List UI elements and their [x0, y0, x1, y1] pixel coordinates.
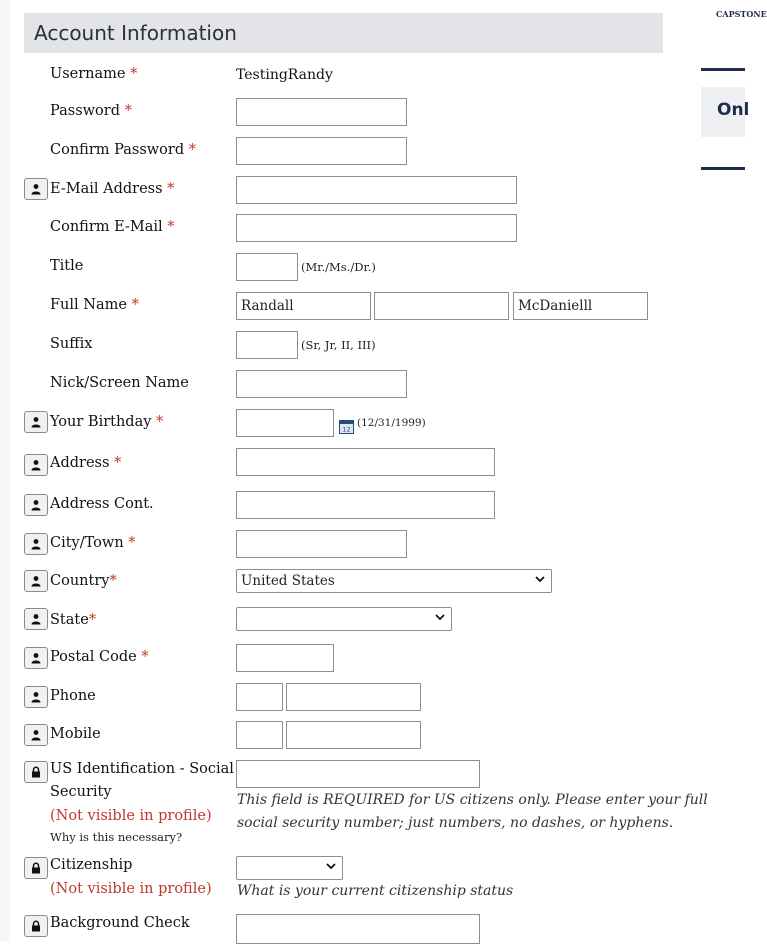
privacy-toggle-country[interactable]: [24, 570, 48, 592]
privacy-lock-background[interactable]: [24, 915, 48, 937]
city-label: City/Town *: [50, 535, 136, 551]
city-input[interactable]: [236, 530, 407, 558]
suffix-hint: (Sr, Jr, II, III): [301, 338, 376, 352]
lock-icon: [30, 862, 42, 874]
citizenship-label: Citizenship: [50, 857, 133, 873]
citizenship-private-note: (Not visible in profile): [50, 881, 212, 897]
privacy-lock-ssn[interactable]: [24, 761, 48, 783]
ssn-why-link[interactable]: Why is this necessary?: [50, 830, 183, 844]
birthday-hint: (12/31/1999): [357, 417, 426, 429]
chevron-down-icon: [326, 861, 336, 871]
side-divider-bottom: [701, 167, 745, 170]
privacy-toggle-birthday[interactable]: [24, 411, 48, 433]
logo-text: CAPSTONE: [716, 9, 767, 19]
phone-number-input[interactable]: [286, 683, 421, 711]
privacy-toggle-mobile[interactable]: [24, 724, 48, 746]
last-name-input[interactable]: [513, 292, 648, 320]
state-select[interactable]: [236, 607, 452, 631]
privacy-toggle-city[interactable]: [24, 533, 48, 555]
privacy-toggle-email[interactable]: [24, 178, 48, 200]
privacy-toggle-address2[interactable]: [24, 494, 48, 516]
chevron-down-icon: [535, 574, 545, 584]
birthday-input[interactable]: [236, 409, 334, 437]
country-selected-value: United States: [241, 573, 335, 589]
country-label: Country*: [50, 573, 117, 589]
full-name-label: Full Name *: [50, 297, 139, 313]
suffix-input[interactable]: [236, 331, 298, 359]
lock-icon: [30, 920, 42, 932]
ssn-help-line1: This field is REQUIRED for US citizens only. Please enter your full: [237, 792, 708, 808]
person-icon: [30, 538, 42, 550]
chevron-down-icon: [435, 612, 445, 622]
person-icon: [30, 729, 42, 741]
ssn-input[interactable]: [236, 760, 480, 788]
person-icon: [30, 691, 42, 703]
section-title: Account Information: [34, 21, 237, 45]
state-label: State*: [50, 612, 97, 628]
password-label: Password *: [50, 103, 132, 119]
privacy-lock-citizenship[interactable]: [24, 857, 48, 879]
ssn-label-line1: US Identification - Social: [50, 761, 234, 777]
citizenship-select[interactable]: [236, 856, 343, 880]
privacy-toggle-postal[interactable]: [24, 647, 48, 669]
address2-label: Address Cont.: [50, 496, 154, 512]
ssn-label-line2: Security: [50, 784, 112, 800]
address2-input[interactable]: [236, 491, 495, 519]
background-check-input[interactable]: [236, 914, 480, 944]
email-label: E-Mail Address *: [50, 181, 175, 197]
privacy-toggle-address[interactable]: [24, 454, 48, 476]
username-value: TestingRandy: [236, 67, 333, 83]
svg-text:12: 12: [342, 425, 351, 434]
suffix-label: Suffix: [50, 336, 93, 352]
side-divider-top: [701, 68, 745, 71]
person-icon: [30, 459, 42, 471]
title-input[interactable]: [236, 253, 298, 281]
postal-input[interactable]: [236, 644, 334, 672]
first-name-input[interactable]: [236, 292, 371, 320]
title-label: Title: [50, 258, 84, 274]
person-icon: [30, 652, 42, 664]
country-select[interactable]: [236, 569, 552, 593]
left-margin: [0, 0, 10, 942]
email-input[interactable]: [236, 176, 517, 204]
address-input[interactable]: [236, 448, 495, 476]
site-logo[interactable]: [715, 0, 767, 22]
section-header: [24, 13, 663, 53]
background-check-label: Background Check: [50, 915, 190, 931]
mobile-number-input[interactable]: [286, 721, 421, 749]
citizenship-help-text: What is your current citizenship status: [237, 883, 514, 899]
confirm-password-label: Confirm Password *: [50, 142, 196, 158]
title-hint: (Mr./Ms./Dr.): [301, 260, 376, 274]
mobile-area-input[interactable]: [236, 721, 283, 749]
confirm-email-input[interactable]: [236, 214, 517, 242]
address-label: Address *: [50, 455, 122, 471]
postal-label: Postal Code *: [50, 649, 149, 665]
ssn-help-line2: social security number; just numbers, no dashes, or hyphens.: [237, 815, 674, 831]
nick-label: Nick/Screen Name: [50, 375, 189, 391]
ssn-private-note: (Not visible in profile): [50, 808, 212, 824]
confirm-password-input[interactable]: [236, 137, 407, 165]
person-icon: [30, 613, 42, 625]
phone-area-input[interactable]: [236, 683, 283, 711]
birthday-label: Your Birthday *: [50, 414, 164, 430]
lock-icon: [30, 766, 42, 778]
person-icon: [30, 575, 42, 587]
online-panel-title: Onl: [717, 100, 750, 120]
person-icon: [30, 499, 42, 511]
online-panel: [701, 87, 750, 137]
username-label: Username *: [50, 66, 138, 82]
person-icon: [30, 183, 42, 195]
person-icon: [30, 416, 42, 428]
calendar-icon[interactable]: [339, 419, 354, 434]
middle-name-input[interactable]: [374, 292, 509, 320]
privacy-toggle-state[interactable]: [24, 608, 48, 630]
privacy-toggle-phone[interactable]: [24, 686, 48, 708]
ssn-help-text: [237, 789, 708, 835]
confirm-email-label: Confirm E-Mail *: [50, 219, 175, 235]
phone-label: Phone: [50, 688, 96, 704]
mobile-label: Mobile: [50, 726, 101, 742]
nick-input[interactable]: [236, 370, 407, 398]
password-input[interactable]: [236, 98, 407, 126]
